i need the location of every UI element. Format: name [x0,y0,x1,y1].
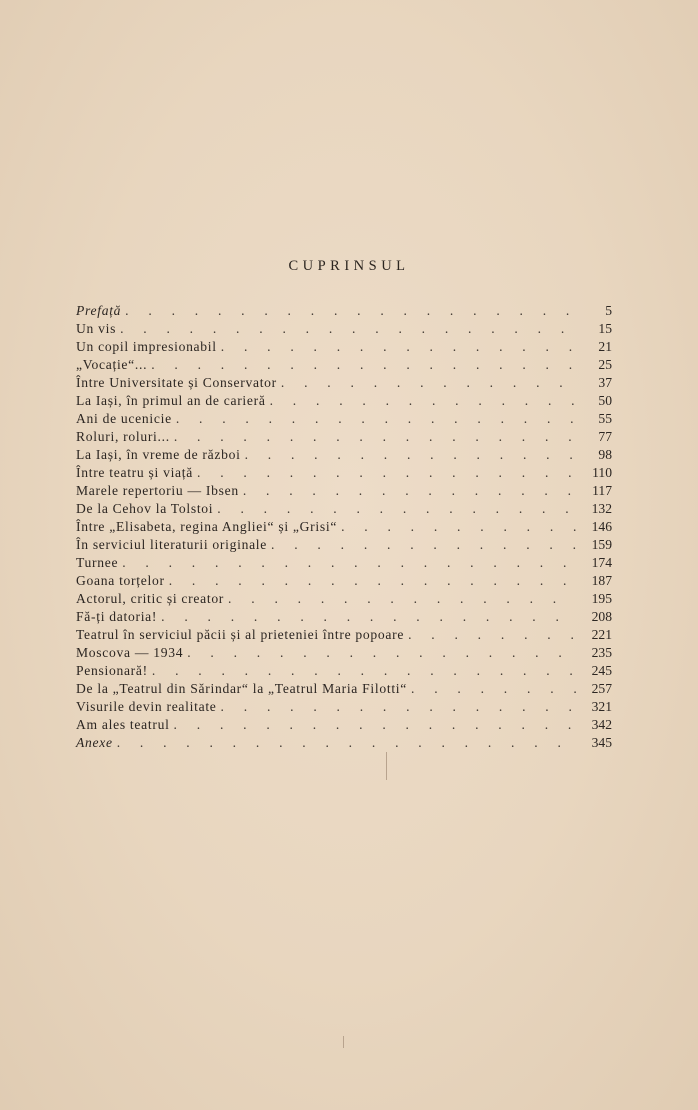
toc-entry-page-number: 208 [591,609,612,624]
toc-entry-page-number: 5 [605,303,612,318]
toc-entry [76,662,612,680]
toc-entry-page-number: 77 [598,429,612,444]
dot-leader [169,572,576,590]
toc-entry [76,626,612,644]
toc-entry-title: Teatrul în serviciul păcii și al prieteniei între popoare [76,627,405,642]
dot-leader [243,482,576,500]
toc-entry [76,320,612,338]
toc-entry [76,464,612,482]
toc-entry [76,608,612,626]
toc-entry-title: Fă-ți datoria! [76,609,158,624]
toc-entry-title: Un vis [76,321,117,336]
table-of-contents [76,302,612,752]
dot-leader [281,374,576,392]
paper-crease-mark [386,752,387,780]
dot-leader [161,608,576,626]
dot-leader [221,698,576,716]
dot-leader [411,680,576,698]
toc-entry [76,554,612,572]
paper-crease-mark [343,1036,344,1048]
dot-leader [152,662,576,680]
dot-leader [176,410,576,428]
toc-entry [76,446,612,464]
dot-leader [174,716,576,734]
toc-entry-title: Anexe [76,735,113,750]
toc-entry-title: Un copil impresionabil [76,339,217,354]
toc-entry [76,518,612,536]
toc-entry-title: Ani de ucenicie [76,411,172,426]
toc-entry [76,572,612,590]
toc-entry-page-number: 321 [591,699,612,714]
toc-entry [76,734,612,752]
toc-entry [76,428,612,446]
page-title: CUPRINSUL [288,258,410,274]
toc-entry-title: Actorul, critic și creator [76,591,225,606]
toc-entry-title: Între teatru și viață [76,465,193,480]
dot-leader [271,536,576,554]
toc-entry-title: Pensionară! [76,663,148,678]
toc-entry-page-number: 187 [591,573,612,588]
dot-leader [117,734,576,752]
toc-entry-page-number: 195 [591,591,612,606]
toc-entry-page-number: 117 [592,483,612,498]
toc-entry [76,716,612,734]
toc-entry [76,338,612,356]
toc-entry-title: De la „Teatrul din Sărindar“ la „Teatrul Maria Filotti“ [76,681,408,696]
toc-entry [76,356,612,374]
dot-leader [221,338,576,356]
toc-entry-title: Marele repertoriu — Ibsen [76,483,239,498]
toc-entry-page-number: 342 [591,717,612,732]
toc-entry-title: „Vocație“... [76,357,148,372]
toc-entry-title: De la Cehov la Tolstoi [76,501,214,516]
toc-entry-page-number: 132 [591,501,612,516]
dot-leader [408,626,576,644]
toc-entry [76,410,612,428]
toc-entry [76,482,612,500]
dot-leader [341,518,576,536]
dot-leader [245,446,576,464]
toc-entry-title: Prefață [76,303,122,318]
toc-entry-title: Moscova — 1934 [76,645,184,660]
dot-leader [187,644,576,662]
toc-entry-page-number: 146 [591,519,612,534]
toc-entry-page-number: 50 [598,393,612,408]
toc-entry-page-number: 55 [598,411,612,426]
toc-entry-page-number: 21 [598,339,612,354]
toc-entry-page-number: 15 [598,321,612,336]
toc-entry-title: Turnee [76,555,119,570]
toc-entry-page-number: 257 [591,681,612,696]
toc-entry [76,302,612,320]
dot-leader [122,554,576,572]
toc-entry-title: Visurile devin realitate [76,699,217,714]
dot-leader [125,302,576,320]
toc-entry-page-number: 110 [592,465,612,480]
toc-entry-page-number: 221 [591,627,612,642]
dot-leader [197,464,576,482]
toc-entry-page-number: 345 [591,735,612,750]
dot-leader [151,356,576,374]
toc-entry [76,680,612,698]
toc-entry-page-number: 98 [598,447,612,462]
toc-entry-page-number: 245 [591,663,612,678]
toc-entry [76,644,612,662]
toc-entry-title: La Iași, în vreme de război [76,447,241,462]
toc-entry [76,500,612,518]
toc-entry-title: Roluri, roluri... [76,429,170,444]
toc-entry [76,536,612,554]
toc-entry-page-number: 159 [591,537,612,552]
toc-entry-title: Goana torțelor [76,573,165,588]
toc-entry [76,590,612,608]
dot-leader [174,428,576,446]
dot-leader [217,500,576,518]
toc-entry-page-number: 235 [591,645,612,660]
toc-entry [76,698,612,716]
toc-entry [76,392,612,410]
toc-entry-title: Între Universitate și Conservator [76,375,277,390]
dot-leader [228,590,576,608]
toc-entry [76,374,612,392]
toc-entry-title: În serviciul literaturii originale [76,537,268,552]
toc-entry-page-number: 174 [591,555,612,570]
toc-entry-title: La Iași, în primul an de carieră [76,393,266,408]
toc-entry-page-number: 25 [598,357,612,372]
dot-leader [120,320,576,338]
toc-entry-title: Între „Elisabeta, regina Angliei“ și „Grisi“ [76,519,338,534]
dot-leader [270,392,576,410]
toc-entry-title: Am ales teatrul [76,717,170,732]
toc-entry-page-number: 37 [598,375,612,390]
